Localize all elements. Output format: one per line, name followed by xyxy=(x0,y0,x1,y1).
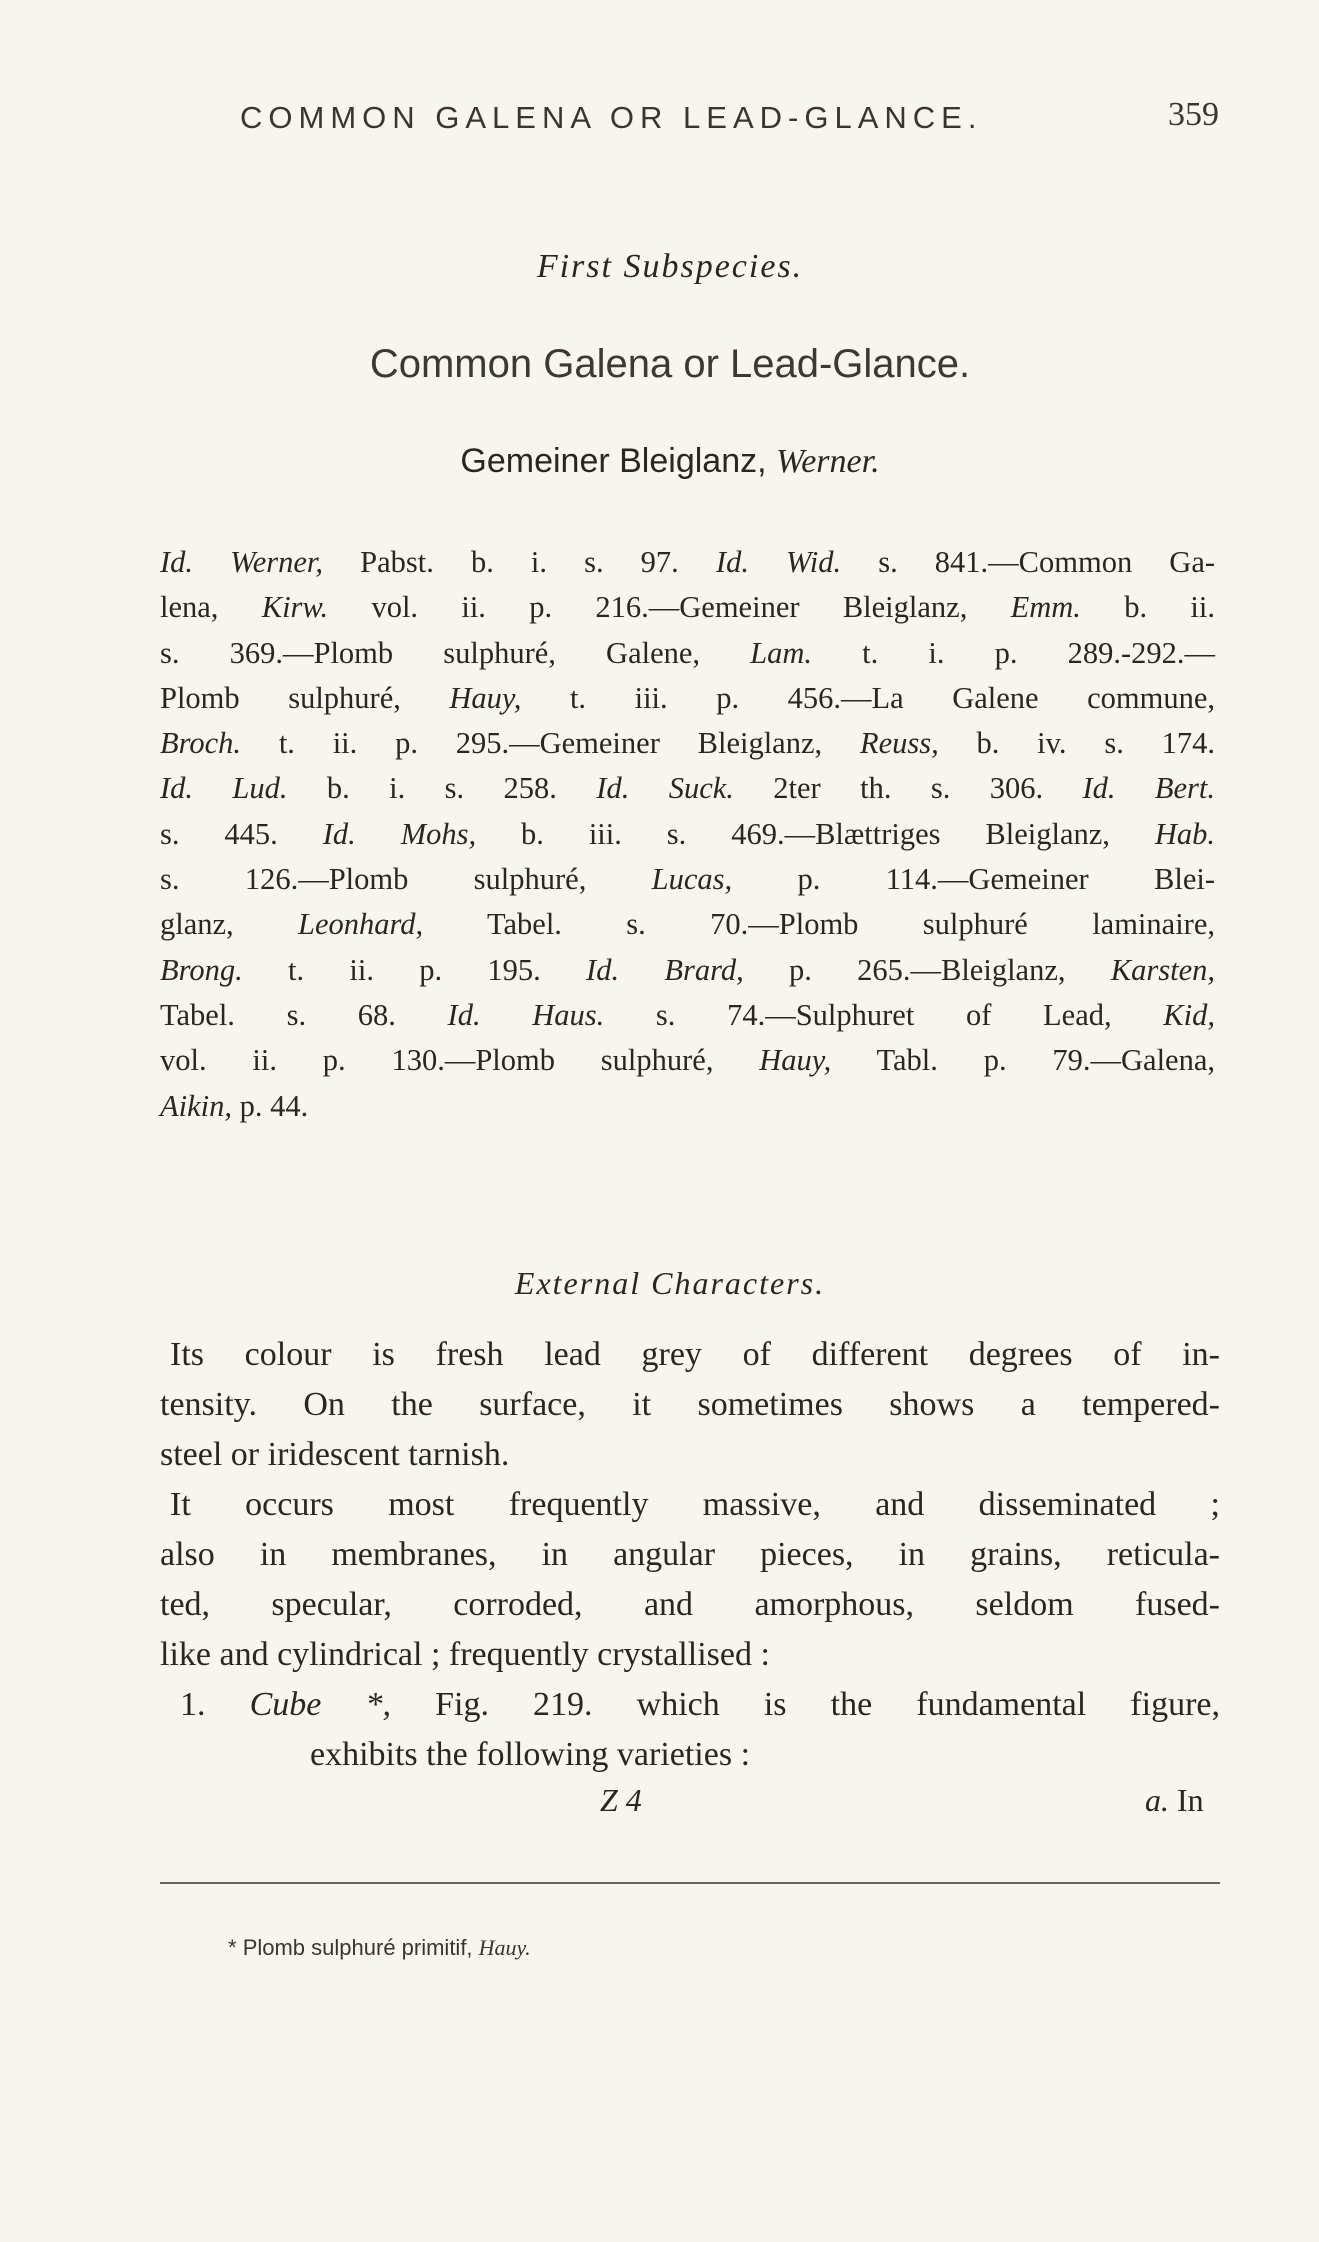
footnote-text: Plomb sulphuré primitif, xyxy=(242,1935,479,1960)
signature-mark: Z 4 xyxy=(600,1782,642,1818)
footnote-marker: * xyxy=(228,1935,237,1960)
list-item-line: exhibits the following varieties : xyxy=(310,1736,751,1773)
synonymy-line: s. 126.—Plomb sulphuré, Lucas, p. 114.—Gemeiner Blei- xyxy=(160,862,1215,897)
body-line: ted, specular, corroded, and amorphous, seldom fused- xyxy=(160,1586,1220,1623)
footnote-author: Hauy. xyxy=(478,1935,531,1960)
synonymy-line: Id. Lud. b. i. s. 258. Id. Suck. 2ter th. s. 306. Id. Bert. xyxy=(160,771,1216,806)
body-paragraphs xyxy=(160,1330,1220,1680)
body-line: It occurs most frequently massive, and disseminated ; xyxy=(170,1486,1220,1523)
synonymy-line: s. 445. Id. Mohs, b. iii. s. 469.—Blættriges Bleiglanz, Hab. xyxy=(160,816,1215,851)
species-title: Common Galena or Lead-Glance. xyxy=(369,342,971,386)
list-number: 1. xyxy=(180,1686,206,1723)
synonymy-line: Broch. t. ii. p. 295.—Gemeiner Bleiglanz, Reuss, b. iv. s. 174. xyxy=(160,726,1215,761)
synonymy-line: vol. ii. p. 130.—Plomb sulphuré, Hauy, Tabl. p. 79.—Galena, xyxy=(160,1043,1215,1078)
list-item-line: 1. Cube *, Fig. 219. which is the fundamental figure, xyxy=(180,1686,1220,1723)
body-line: steel or iridescent tarnish. xyxy=(160,1436,510,1473)
list-term: Cube *, xyxy=(249,1686,391,1723)
synonymy-line: Brong. t. ii. p. 195. Id. Brard, p. 265.—Bleiglanz, Karsten, xyxy=(160,952,1215,987)
list-item-cube xyxy=(180,1680,1220,1780)
synonymy-line: Plomb sulphuré, Hauy, t. iii. p. 456.—La Galene commune, xyxy=(160,680,1215,715)
body-line: also in membranes, in angular pieces, in grains, reticula- xyxy=(160,1536,1220,1573)
german-name-author: Werner. xyxy=(776,443,880,480)
page-number: 359 xyxy=(1168,96,1219,133)
synonymy-paragraph xyxy=(160,540,1215,1129)
synonymy-line: Aikin, p. 44. xyxy=(160,1088,309,1123)
body-line: tensity. On the surface, it sometimes shows a tempered- xyxy=(160,1386,1220,1423)
synonymy-line: Tabel. s. 68. Id. Haus. s. 74.—Sulphuret of Lead, Kid, xyxy=(160,997,1215,1032)
body-line: Its colour is fresh lead grey of different degrees of in- xyxy=(170,1336,1220,1373)
body-line: like and cylindrical ; frequently crystallised : xyxy=(160,1636,770,1673)
german-name xyxy=(150,442,1190,481)
footnote-rule xyxy=(160,1882,1220,1884)
catchword: a. In xyxy=(1145,1782,1204,1818)
running-head: COMMON GALENA OR LEAD-GLANCE. xyxy=(240,100,983,135)
subspecies-heading: First Subspecies. xyxy=(536,248,804,285)
synonymy-line: glanz, Leonhard, Tabel. s. 70.—Plomb sulphuré laminaire, xyxy=(160,907,1215,942)
external-characters-heading: External Characters. xyxy=(514,1265,826,1301)
synonymy-line: lena, Kirw. vol. ii. p. 216.—Gemeiner Bleiglanz, Emm. b. ii. xyxy=(160,590,1215,625)
synonymy-line: Id. Werner, Pabst. b. i. s. 97. Id. Wid. s. 841.—Common Ga- xyxy=(160,545,1216,579)
german-name-text: Gemeiner Bleiglanz, xyxy=(460,442,767,480)
footnote xyxy=(228,1935,531,1961)
synonymy-line: s. 369.—Plomb sulphuré, Galene, Lam. t. i. p. 289.-292.— xyxy=(160,635,1215,670)
